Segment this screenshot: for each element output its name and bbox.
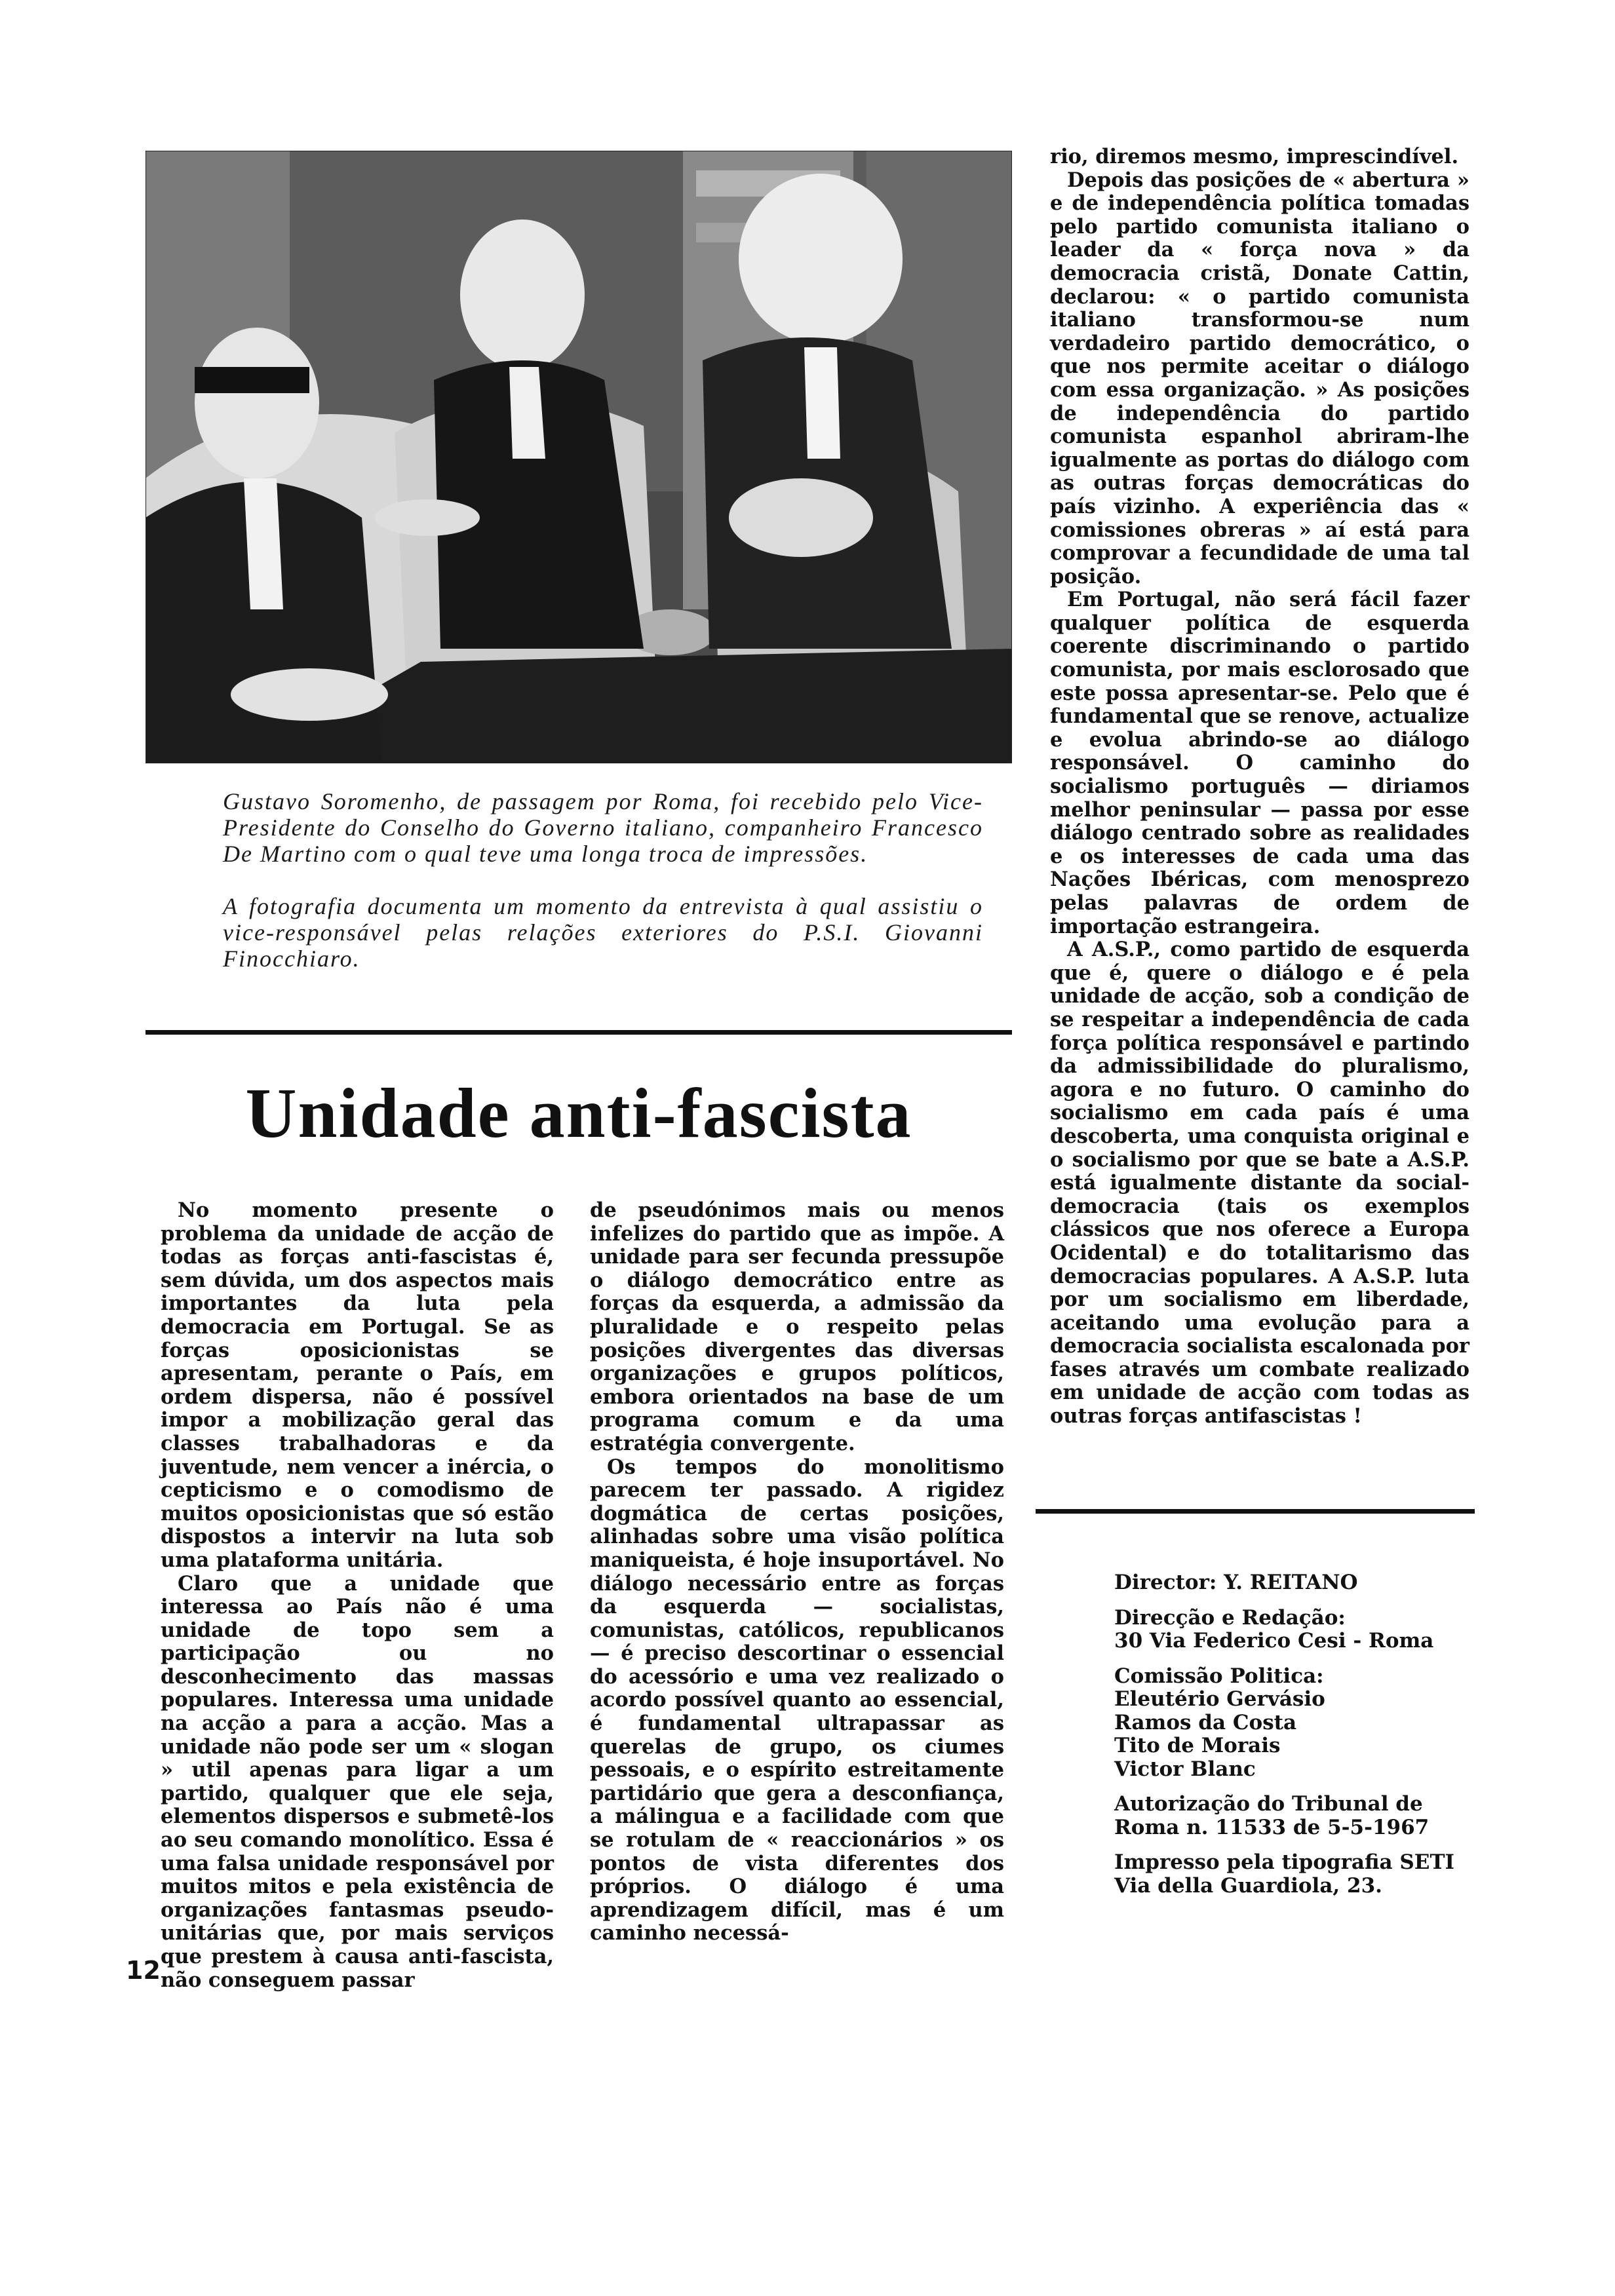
article-paragraph: Claro que a unidade que interessa ao País não é uma unidade de topo sem a participação ou no desconhecimento das massas populares. Interessa uma unidade na acção a para a acção. Mas a unidade não pode ser um « slogan » util apenas para ligar a um partido, qualquer que ele seja, elementos dispersos e submetê-los ao seu comando monolítico. Essa é uma falsa unidade responsável por muitos mitos e pela existência de organizações fantasmas pseudo-unitárias que, por mais serviços que prestem à causa anti-fascista, não conseguem passar [161, 1571, 554, 1992]
title-rule [146, 1030, 1012, 1035]
article-column-1 [161, 1199, 554, 1992]
article-paragraph: No momento presente o problema da unidade de acção de todas as forças anti-fascistas é, sem dúvida, um dos aspectos mais importantes da luta pela democracia em Portugal. Se as forças oposicionistas se apresentam, perante o País, em ordem dispersa, não é possível impor a mobilização geral das classes trabalhadoras e da juventude, nem vencer a inércia, o cepticismo e o comodismo de muitos oposicionistas que só estão dispostos a intervir na luta sob uma plataforma unitária. [161, 1198, 554, 1572]
article-paragraph: A A.S.P., como partido de esquerda que é, quere o diálogo e é pela unidade de acção, sob a condição de se respeitar a independência de cada força política responsável e partindo da admissibilidade do pluralismo, agora e no futuro. O caminho do socialismo em cada país é uma descoberta, uma conquista original e o socialismo por que se bate a A.S.P. está igualmente distante da social-democracia (tais os exemplos clássicos que nos oferece a Europa Ocidental) e do totalitarismo das democracias populares. A A.S.P. luta por um socialismo em liberdade, aceitando uma evolução para a democracia socialista escalonada por fases através um combate realizado em unidade de acção com todas as outras forças antifascistas ! [1050, 938, 1469, 1428]
photograph-illustration [146, 151, 1012, 763]
caption-paragraph-2: A fotografia documenta um momento da entrevista à qual assistiu o vice-responsável pelas relações exteriores do P.S.I. Giovanni Finocchiaro. [223, 893, 983, 972]
impresso-line-1: Impresso pela tipografia SETI [1114, 1850, 1455, 1874]
autorizacao-line-2: Roma n. 11533 de 5-5-1967 [1114, 1815, 1430, 1839]
direccao-address: 30 Via Federico Cesi - Roma [1114, 1629, 1434, 1653]
credits-rule [1036, 1509, 1475, 1514]
comissao-member: Victor Blanc [1114, 1757, 1256, 1781]
masthead-credits [1114, 1571, 1481, 1909]
caption-paragraph-1: Gustavo Soromenho, de passagem por Roma, foi recebido pelo Vice-Presidente do Conselho do Governo italiano, companheiro Francesco De Martino com o qual teve uma longa troca de impressões. [223, 788, 983, 867]
direccao-label: Direcção e Redação: [1114, 1605, 1346, 1630]
photo-caption [223, 788, 983, 972]
article-title: Unidade anti-fascista [245, 1075, 912, 1153]
director-line: Director: Y. REITANO [1114, 1571, 1358, 1594]
article-column-2 [590, 1199, 1004, 1945]
article-paragraph: de pseudónimos mais ou menos infelizes do partido que as impõe. A unidade para ser fecunda pressupõe o diálogo democrático entre as forças da esquerda, a admissão da pluralidade e o respeito pelas posições divergentes das diversas organizações e grupos políticos, embora orientados na base de um programa comum e da uma estratégia convergente. [590, 1198, 1004, 1455]
page-number: 12 [126, 1956, 161, 1985]
comissao-label: Comissão Politica: [1114, 1664, 1324, 1688]
article-paragraph: Os tempos do monolitismo parecem ter passado. A rigidez dogmática de certas posições, alinhadas sobre uma visão política maniqueista, é hoje insuportável. No diálogo necessário entre as forças da esquerda — socialistas, comunistas, católicos, republicanos — é preciso descortinar o essencial do acessório e uma vez realizado o acordo possível quanto ao essencial, é fundamental ultrapassar as querelas de grupo, os ciumes pessoais, e o espírito estreitamente partidário que gera a desconfiança, a málingua e a facilidade com que se rotulam de « reaccionários » os pontos de vista diferentes dos próprios. O diálogo é uma aprendizagem difícil, mas é um caminho necessá- [590, 1455, 1004, 1945]
comissao-member: Eleutério Gervásio [1114, 1687, 1325, 1711]
article-column-3 [1050, 145, 1469, 1428]
article-paragraph: rio, diremos mesmo, imprescindível. [1050, 145, 1459, 168]
autorizacao-line-1: Autorização do Tribunal de [1114, 1792, 1423, 1816]
article-paragraph: Em Portugal, não será fácil fazer qualquer política de esquerda coerente discriminando o partido comunista, por mais esclorosado que este possa apresentar-se. Pelo que é fundamental que se renove, actualize e evolua abrindo-se ao diálogo responsável. O caminho do socialismo português — diriamos melhor peninsular — passa por esse diálogo centrado sobre as realidades e os interesses de cada uma das Nações Ibéricas, com menosprezo pelas palavras de ordem de importação estrangeira. [1050, 588, 1469, 938]
news-photograph [146, 151, 1012, 763]
impresso-line-2: Via della Guardiola, 23. [1114, 1873, 1382, 1898]
comissao-member: Tito de Morais [1114, 1734, 1281, 1757]
article-paragraph: Depois das posições de « abertura » e de independência política tomadas pelo partido comunista italiano o leader da « força nova » da democracia cristã, Donate Cattin, declarou: « o partido comunista italiano transformou-se num verdadeiro partido democrático, o que nos permite aceitar o diálogo com essa organização. » As posições de independência do partido comunista espanhol abriram-lhe igualmente as portas do diálogo com as outras forças democráticas do país vizinho. A experiência das « comissiones obreras » aí está para comprovar a fecundidade de uma tal posição. [1050, 168, 1469, 588]
comissao-member: Ramos da Costa [1114, 1710, 1297, 1734]
